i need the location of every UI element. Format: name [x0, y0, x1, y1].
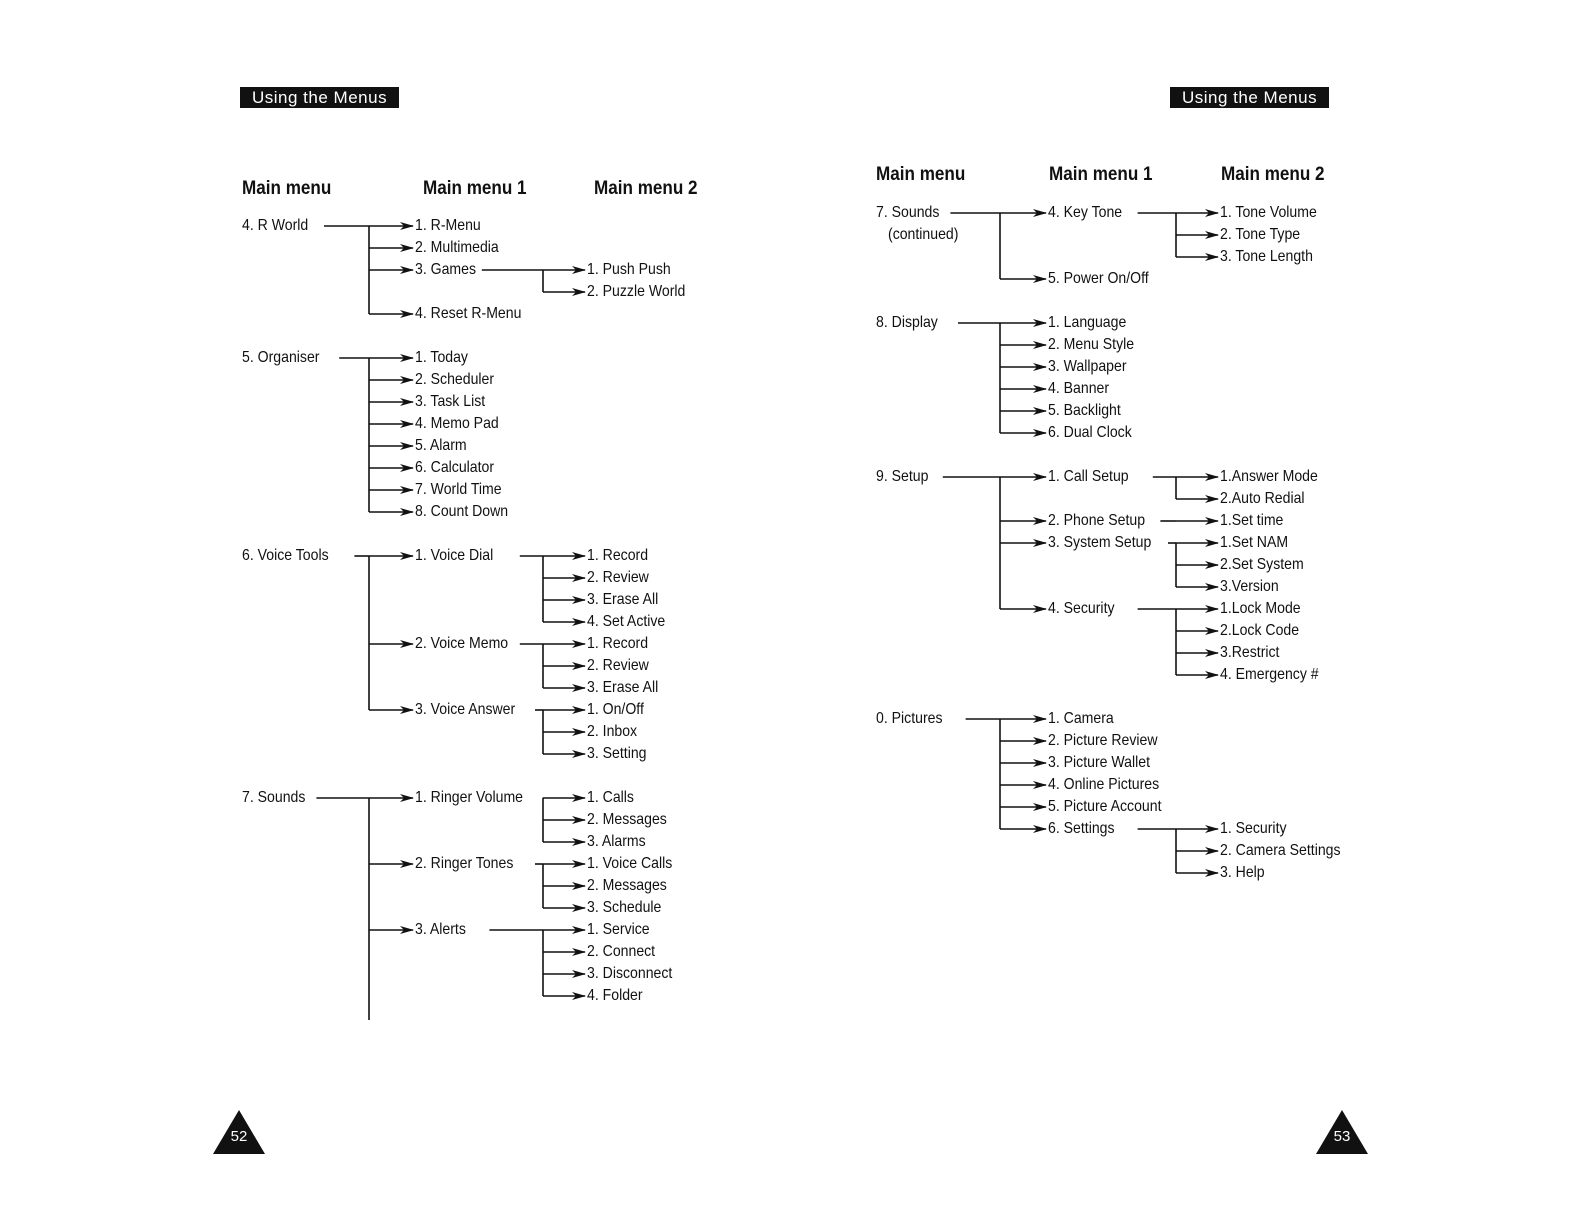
submenu-2-item: 2. Messages [587, 811, 667, 828]
submenu-2-item: 2.Lock Code [1220, 622, 1300, 639]
submenu-2-item: 3.Version [1220, 578, 1279, 595]
page-number-right: 53 [1333, 1128, 1351, 1145]
submenu-item: 4. Security [1048, 600, 1115, 617]
submenu-item: 1. Today [415, 349, 468, 366]
main-menu-item: 8. Display [876, 314, 938, 331]
submenu-2-item: 2.Set System [1220, 556, 1304, 573]
right-col-main-menu: Main menu [876, 164, 966, 185]
main-menu-item: 9. Setup [876, 468, 929, 485]
page-number-badge-right [1314, 1108, 1370, 1156]
submenu-2-item: 1.Set time [1220, 512, 1284, 529]
submenu-2-item: 2. Connect [587, 943, 656, 960]
submenu-item: 3. Picture Wallet [1048, 754, 1150, 771]
submenu-2-item: 2. Tone Type [1220, 226, 1301, 243]
submenu-2-item: 2. Puzzle World [587, 283, 686, 300]
submenu-item: 2. Multimedia [415, 239, 499, 256]
submenu-2-item: 3. Erase All [587, 679, 659, 696]
submenu-2-item: 1. Security [1220, 820, 1287, 837]
submenu-2-item: 2. Messages [587, 877, 667, 894]
right-section-header: Using the Menus [1170, 87, 1329, 108]
submenu-2-item: 3.Restrict [1220, 644, 1280, 661]
main-menu-item: 6. Voice Tools [242, 547, 329, 564]
submenu-2-item: 1. Service [587, 921, 650, 938]
submenu-item: 5. Alarm [415, 437, 467, 454]
submenu-item: 2. Phone Setup [1048, 512, 1146, 529]
right-col-main-menu-2: Main menu 2 [1221, 164, 1325, 185]
submenu-2-item: 1. Push Push [587, 261, 671, 278]
main-menu-item: 0. Pictures [876, 710, 943, 727]
submenu-item: 2. Ringer Tones [415, 855, 514, 872]
main-menu-item: 4. R World [242, 217, 309, 234]
left-col-main-menu: Main menu [242, 178, 332, 199]
submenu-item: 4. Memo Pad [415, 415, 499, 432]
submenu-item: 3. System Setup [1048, 534, 1152, 551]
submenu-item: 5. Power On/Off [1048, 270, 1149, 287]
main-menu-item: 5. Organiser [242, 349, 320, 366]
submenu-2-item: 1. Tone Volume [1220, 204, 1317, 221]
submenu-item: 1. Call Setup [1048, 468, 1129, 485]
submenu-item: 3. Wallpaper [1048, 358, 1127, 375]
submenu-item: 2. Voice Memo [415, 635, 509, 652]
submenu-2-item: 2. Camera Settings [1220, 842, 1341, 859]
submenu-2-item: 3. Alarms [587, 833, 646, 850]
submenu-2-item: 1. Voice Calls [587, 855, 673, 872]
submenu-2-item: 3. Disconnect [587, 965, 673, 982]
submenu-item: 1. Language [1048, 314, 1127, 331]
main-menu-note: (continued) [888, 226, 959, 243]
submenu-item: 3. Alerts [415, 921, 466, 938]
submenu-2-item: 1. Record [587, 635, 649, 652]
submenu-item: 4. Online Pictures [1048, 776, 1160, 793]
submenu-item: 2. Menu Style [1048, 336, 1135, 353]
submenu-2-item: 2.Auto Redial [1220, 490, 1305, 507]
left-col-main-menu-2: Main menu 2 [594, 178, 698, 199]
submenu-item: 8. Count Down [415, 503, 509, 520]
left-section-header: Using the Menus [240, 87, 399, 108]
submenu-item: 3. Voice Answer [415, 701, 516, 718]
submenu-2-item: 3. Setting [587, 745, 647, 762]
submenu-2-item: 1. Calls [587, 789, 634, 806]
submenu-item: 6. Calculator [415, 459, 495, 476]
left-col-main-menu-1: Main menu 1 [423, 178, 527, 199]
submenu-2-item: 4. Emergency # [1220, 666, 1319, 683]
submenu-2-item: 1.Set NAM [1220, 534, 1289, 551]
submenu-2-item: 1. On/Off [587, 701, 644, 718]
submenu-item: 1. R-Menu [415, 217, 481, 234]
page-number-left: 52 [230, 1128, 248, 1145]
submenu-2-item: 2. Review [587, 657, 649, 674]
submenu-2-item: 3. Help [1220, 864, 1265, 881]
submenu-2-item: 4. Set Active [587, 613, 666, 630]
page-number-badge-left [211, 1108, 267, 1156]
submenu-item: 1. Camera [1048, 710, 1114, 727]
submenu-2-item: 1. Record [587, 547, 649, 564]
submenu-item: 3. Task List [415, 393, 486, 410]
submenu-item: 7. World Time [415, 481, 502, 498]
submenu-item: 3. Games [415, 261, 477, 278]
submenu-item: 4. Reset R-Menu [415, 305, 522, 322]
main-menu-item: 7. Sounds [242, 789, 306, 806]
submenu-2-item: 4. Folder [587, 987, 643, 1004]
submenu-2-item: 3. Tone Length [1220, 248, 1313, 265]
submenu-2-item: 2. Inbox [587, 723, 638, 740]
submenu-item: 6. Dual Clock [1048, 424, 1132, 441]
submenu-item: 4. Banner [1048, 380, 1110, 397]
submenu-item: 6. Settings [1048, 820, 1115, 837]
submenu-item: 2. Picture Review [1048, 732, 1158, 749]
submenu-2-item: 1.Lock Mode [1220, 600, 1301, 617]
right-col-main-menu-1: Main menu 1 [1049, 164, 1153, 185]
submenu-2-item: 3. Erase All [587, 591, 659, 608]
submenu-2-item: 1.Answer Mode [1220, 468, 1318, 485]
submenu-item: 2. Scheduler [415, 371, 495, 388]
submenu-2-item: 2. Review [587, 569, 649, 586]
submenu-item: 4. Key Tone [1048, 204, 1123, 221]
submenu-item: 1. Ringer Volume [415, 789, 524, 806]
submenu-item: 1. Voice Dial [415, 547, 494, 564]
submenu-item: 5. Picture Account [1048, 798, 1162, 815]
submenu-item: 5. Backlight [1048, 402, 1121, 419]
main-menu-item: 7. Sounds [876, 204, 940, 221]
submenu-2-item: 3. Schedule [587, 899, 662, 916]
